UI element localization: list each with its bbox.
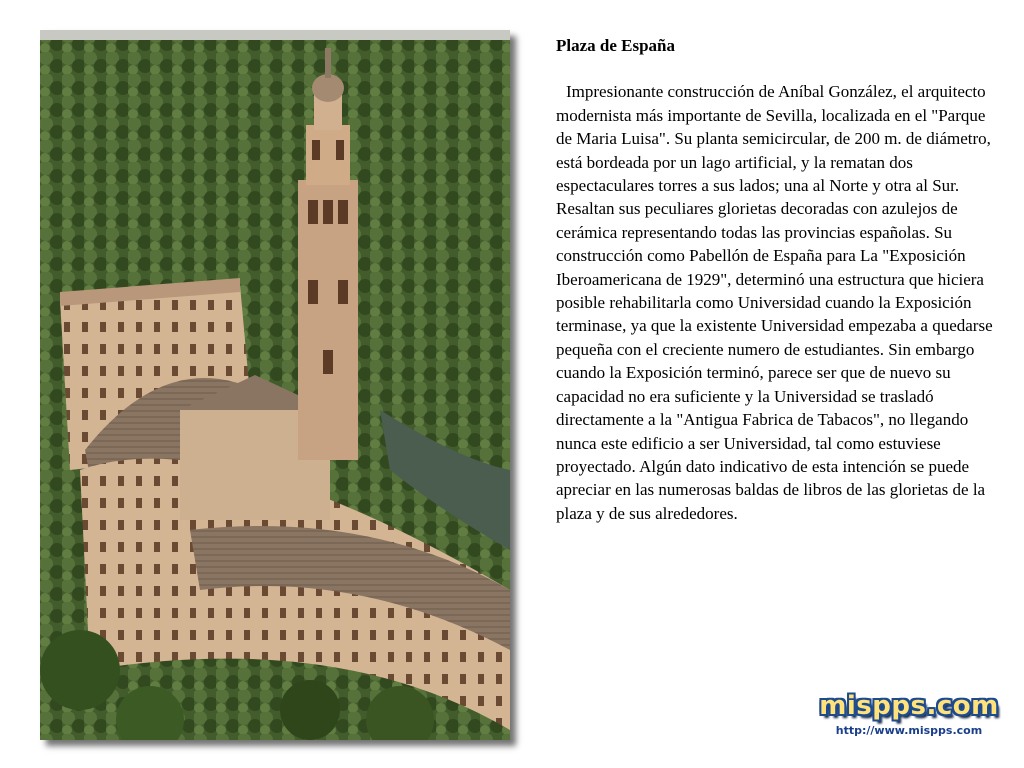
text-column [556,34,996,525]
logo-name: mispps.com [819,691,999,721]
plaza-photo [40,30,510,740]
slide-title: Plaza de España [556,36,676,55]
slide-body-text: Impresionante construcción de Aníbal González, el arquitecto modernista más importante de Sevilla, localizada en el "Parque de Maria Luisa". Su planta semicircular, de 200 m. de diámetro, está bordeada por un lago artificial, y la rematan dos espectaculares torres a sus lados; una al Norte y otra al Sur. Resaltan sus peculiares glorietas decoradas con azulejos de cerámica representando todas las provincias españolas. Su construcción como Pabellón de España para La "Exposición Iberoamericana de 1929", determinó una estructura que hiciera posible rehabilitarla como Universidad cuando la Exposición terminase, ya que la existente Universidad empezaba a quedarse pequeña con el creciente numero de estudiantes. Sin embargo cuando la Exposición terminó, parece ser que de nuevo su capacidad no era suficiente y la Universidad se trasladó directamente a la "Antigua Fabrica de Tabacos", no llegando nunca este edificio a ser Universidad, tal como estuviese proyectado. Algún dato indicativo de esta intención se puede apreciar en las numerosas baldas de libros de las glorietas de la plaza y de sus alrededores. [556,82,993,523]
logo-url[interactable]: http://www.mispps.com [835,724,983,737]
mispps-logo[interactable] [816,690,1002,748]
plaza-illustration [40,30,510,740]
